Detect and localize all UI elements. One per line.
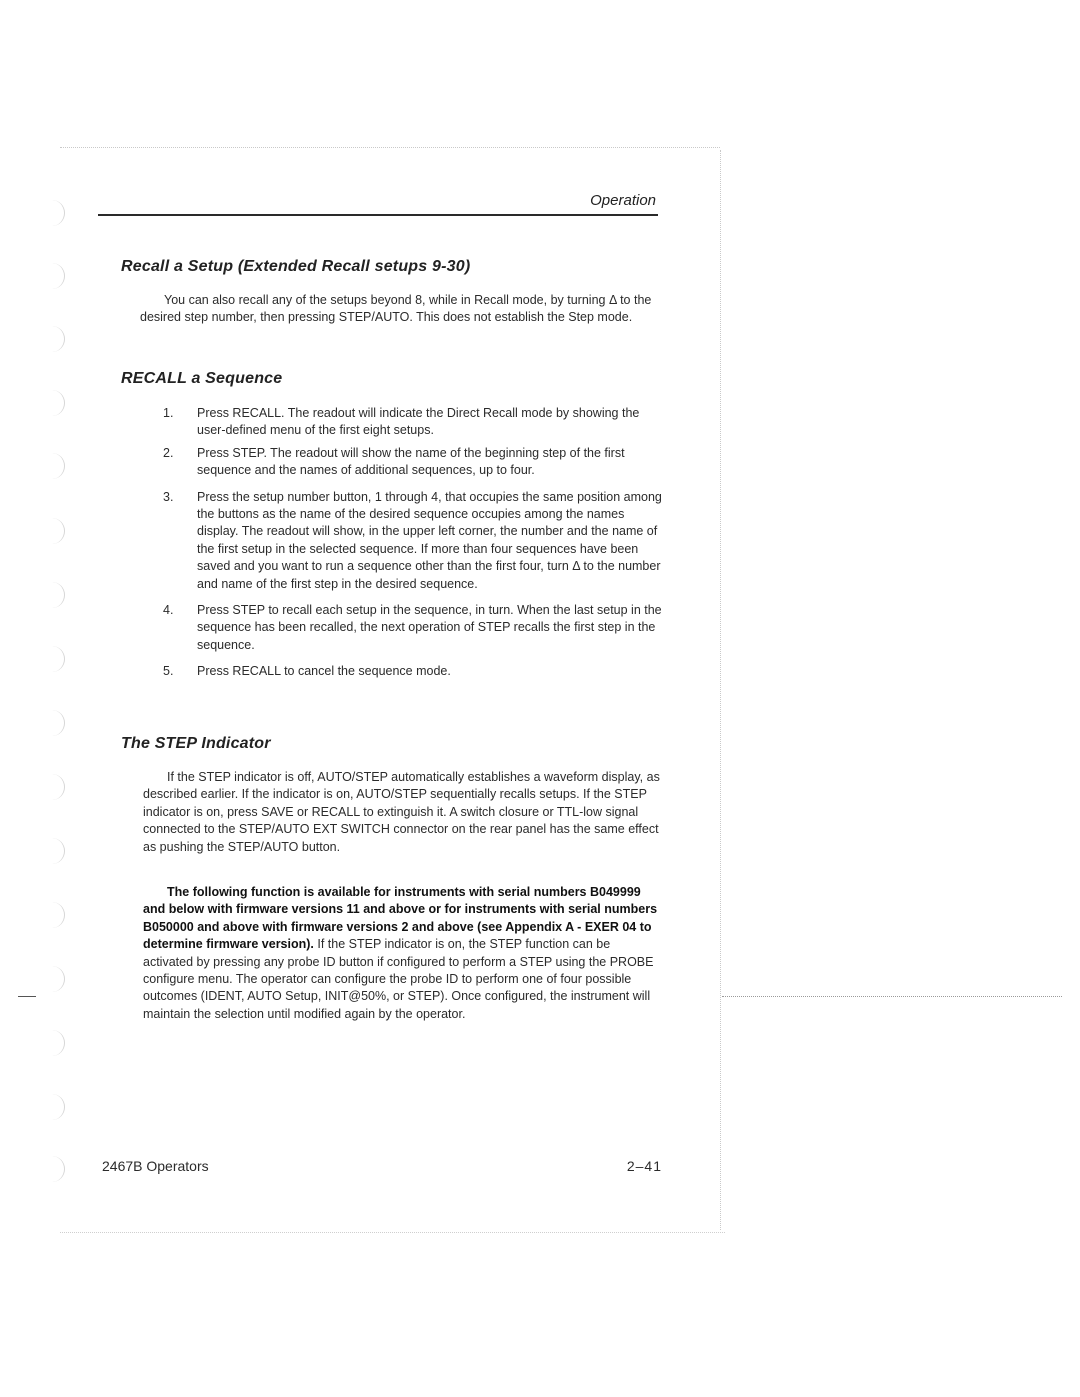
binder-hole: [50, 1030, 65, 1056]
step-text: Press STEP. The readout will show the name of the beginning step of the first sequence and the names of additional sequences, up to four.: [197, 445, 625, 478]
running-head: Operation: [590, 192, 656, 209]
binder-hole: [50, 902, 65, 928]
recall-setup-heading: Recall a Setup (Extended Recall setups 9-30): [121, 258, 471, 275]
step-text: Press RECALL to cancel the sequence mode.: [197, 664, 451, 679]
firmware-note-text: If the STEP indicator is on, the STEP function can be activated by pressing any probe ID button if configured to perform a STEP using the PROBE configure menu. The operator can configure the probe ID to perform one of four possible outcomes (IDENT, AUTO Setup, INIT@50%, or STEP). Once configured, the instrument will maintain the selection until modified again by the operator.: [143, 937, 654, 1021]
footer-page-number: 2–41: [626, 1158, 662, 1174]
binder-hole: [50, 453, 65, 479]
binder-hole: [50, 774, 65, 800]
recall-sequence-heading: RECALL a Sequence: [121, 370, 283, 387]
step-indicator-paragraph: [143, 769, 660, 856]
binder-hole: [50, 200, 65, 226]
binder-hole: [50, 582, 65, 608]
step-number: 5.: [163, 664, 174, 679]
binder-hole: [50, 838, 65, 864]
scan-edge-right: [720, 150, 721, 1230]
list-item: [163, 489, 663, 593]
list-item: [163, 602, 663, 654]
scan-edge-top: [60, 147, 720, 148]
header-rule: [98, 214, 658, 216]
binder-hole: [50, 390, 65, 416]
scan-edge-bottom: [60, 1232, 725, 1233]
step-text: Press the setup number button, 1 through 4, that occupies the same position among the buttons as the name of the desired sequence occupies among the names display. The readout will show, in the upper left corner, the number and the name of the first setup in the selected sequence. If more than four sequences have been saved and you want to run a sequence other than the first four, turn Δ to the number and name of the first step in the desired sequence.: [197, 489, 662, 591]
firmware-note-bold: The following function is available for instruments with serial numbers B049999 and below with firmware versions 11 and above or for instruments with serial numbers B050000 and above with firmware versions 2 and above (see Appendix A - EXER 04 to determine firmware version).: [143, 885, 658, 952]
step-text: Press STEP to recall each setup in the sequence, in turn. When the last setup in the sequence has been recalled, the next operation of STEP recalls the first step in the sequence.: [197, 603, 662, 652]
step-number: 2.: [163, 445, 174, 460]
list-item: [163, 663, 663, 680]
recall-sequence-steps: [163, 405, 663, 681]
binder-hole: [50, 710, 65, 736]
step-indicator-body: If the STEP indicator is off, AUTO/STEP automatically establishes a waveform display, as described earlier. If the indicator is on, AUTO/STEP sequentially recalls setups. If the STEP indicator is on, press SAVE or RECALL to extinguish it. A switch closure or TTL-low signal connected to the STEP/AUTO EXT SWITCH connector on the rear panel has the same effect as pushing the STEP/AUTO button.: [143, 770, 660, 854]
scan-mark-left: [18, 996, 36, 997]
step-number: 4.: [163, 603, 174, 618]
step-number: 1.: [163, 406, 174, 420]
list-item: [163, 445, 663, 480]
step-number: 3.: [163, 489, 174, 504]
binder-hole: [50, 518, 65, 544]
binder-hole: [50, 263, 65, 289]
recall-setup-body: You can also recall any of the setups beyond 8, while in Recall mode, by turning Δ to the desired step number, then pressing STEP/AUTO. This does not establish the Step mode.: [140, 293, 652, 325]
binder-hole: [50, 1156, 65, 1182]
scan-mark-right: [722, 996, 1062, 997]
binder-hole: [50, 326, 65, 352]
list-item: [163, 405, 663, 440]
step-indicator-heading: The STEP Indicator: [121, 735, 271, 752]
firmware-note-paragraph: [143, 884, 660, 1023]
binder-hole: [50, 1094, 65, 1120]
recall-setup-paragraph: [140, 292, 660, 327]
binder-hole: [50, 966, 65, 992]
binder-hole: [50, 646, 65, 672]
footer-manual-title: 2467B Operators: [102, 1158, 209, 1174]
step-text: Press RECALL. The readout will indicate the Direct Recall mode by showing the user-defined menu of the first eight setups.: [197, 406, 640, 438]
